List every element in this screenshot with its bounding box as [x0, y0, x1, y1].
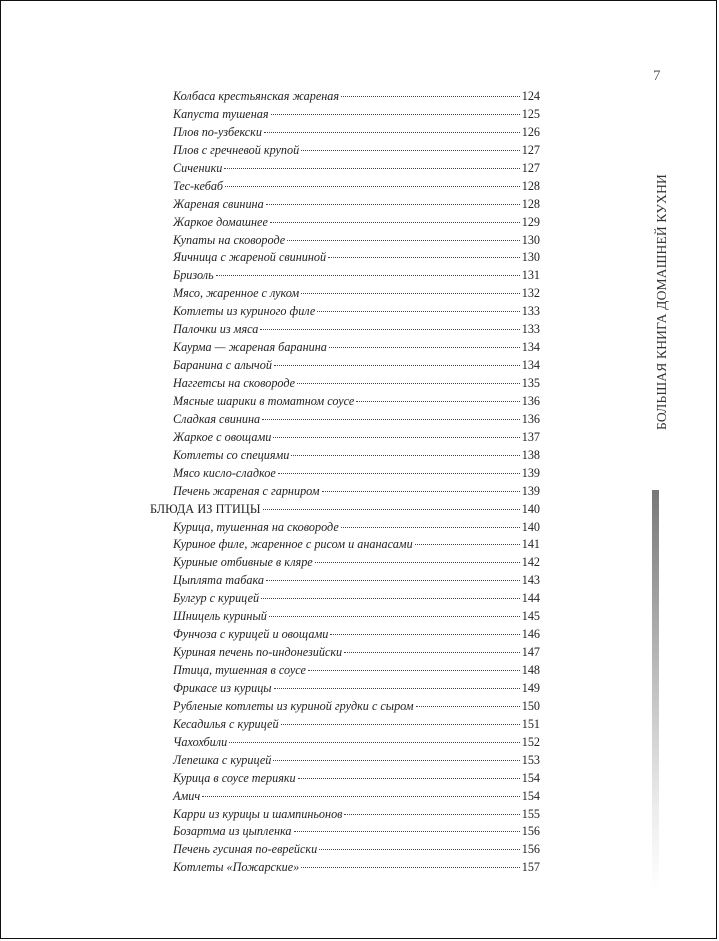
- toc-entry: [150, 680, 540, 698]
- dot-leader: [297, 383, 520, 384]
- toc-entry-page: 128: [521, 196, 540, 211]
- toc-entry: [150, 357, 540, 375]
- toc-entry-page: 139: [521, 465, 540, 480]
- toc-entry-page: 130: [521, 232, 540, 247]
- toc-entry: [150, 142, 540, 160]
- toc-entry-title: Курица в соусе терияки: [173, 770, 296, 785]
- toc-entry-page: 131: [521, 268, 540, 283]
- toc-entry-page: 128: [521, 178, 540, 193]
- dot-leader: [273, 437, 519, 438]
- toc-entry: [150, 572, 540, 590]
- dot-leader: [341, 96, 520, 97]
- toc-entry-page: 143: [521, 573, 540, 588]
- dot-leader: [415, 544, 520, 545]
- dot-leader: [344, 814, 519, 815]
- toc-entry-page: 127: [521, 160, 540, 175]
- toc-entry-page: 134: [521, 340, 540, 355]
- toc-entry-page: 132: [521, 286, 540, 301]
- toc-entry-title: Булгур с курицей: [173, 591, 260, 606]
- toc-entry: [150, 823, 540, 841]
- toc-entry: [150, 447, 540, 465]
- toc-entry-page: 126: [521, 124, 540, 139]
- dot-leader: [269, 616, 520, 617]
- toc-entry-title: Жаркое домашнее: [173, 214, 268, 229]
- toc-entry-title: Котлеты «Пожарские»: [173, 860, 300, 875]
- dot-leader: [264, 132, 520, 133]
- toc-entry-title: Яичница с жареной свининой: [173, 250, 327, 265]
- toc-entry: [150, 160, 540, 178]
- dot-leader: [315, 562, 520, 563]
- toc-entry: [150, 662, 540, 680]
- toc-entry: [150, 303, 540, 321]
- toc-entry-title: Птица, тушенная в соусе: [173, 663, 306, 677]
- toc-entry-title: Мясо, жаренное с луком: [173, 286, 300, 301]
- toc-entry-title: Печень гусиная по-еврейски: [173, 842, 318, 857]
- toc-entry-title: Амич: [173, 788, 201, 803]
- toc-entry: [150, 429, 540, 447]
- dot-leader: [416, 706, 520, 707]
- toc-entry: [150, 232, 540, 250]
- toc-entry: [150, 859, 540, 877]
- toc-entry: [150, 788, 540, 806]
- toc-entry-title: Плов с гречневой крупой: [173, 142, 300, 157]
- table-of-contents: [150, 88, 540, 877]
- dot-leader: [301, 867, 519, 868]
- toc-entry-title: Цыплята табака: [173, 573, 264, 588]
- toc-entry-page: 157: [521, 860, 540, 875]
- toc-entry-page: 145: [521, 609, 540, 624]
- toc-entry-page: 135: [521, 376, 540, 390]
- dot-leader: [225, 186, 520, 187]
- dot-leader: [271, 114, 520, 115]
- dot-leader: [330, 634, 519, 635]
- side-decorative-bar: [652, 490, 659, 890]
- toc-entry-title: Баранина с алычой: [173, 358, 272, 373]
- toc-entry-page: 136: [521, 393, 540, 408]
- toc-entry-page: 138: [521, 447, 540, 462]
- toc-entry: [150, 752, 540, 770]
- toc-entry: [150, 698, 540, 716]
- toc-entry: [150, 806, 540, 824]
- toc-entry-page: 148: [521, 663, 540, 677]
- toc-entry-page: 127: [521, 142, 540, 157]
- toc-entry: [150, 770, 540, 788]
- dot-leader: [266, 580, 520, 581]
- toc-entry-title: Мясо кисло-сладкое: [173, 465, 276, 480]
- toc-entry-page: 155: [521, 806, 540, 821]
- toc-entry-page: 142: [521, 555, 540, 570]
- dot-leader: [270, 222, 520, 223]
- dot-leader: [278, 473, 520, 474]
- dot-leader: [224, 168, 519, 169]
- dot-leader: [229, 742, 520, 743]
- toc-entry-page: 149: [521, 680, 540, 695]
- toc-entry-title: Колбаса крестьянская жареная: [173, 89, 340, 103]
- toc-entry: [150, 841, 540, 859]
- dot-leader: [301, 150, 520, 151]
- toc-entry-page: 136: [521, 411, 540, 426]
- toc-entry: [150, 249, 540, 267]
- toc-entry-title: Бозартма из цыпленка: [173, 824, 292, 839]
- toc-entry-title: Фрикасе из курицы: [173, 680, 272, 695]
- dot-leader: [317, 311, 519, 312]
- dot-leader: [308, 670, 520, 671]
- toc-entry-title: Курица, тушенная на сковороде: [173, 519, 339, 534]
- toc-entry: [150, 716, 540, 734]
- dot-leader: [263, 509, 520, 510]
- dot-leader: [261, 598, 520, 599]
- toc-entry-title: Наггетсы на сковороде: [173, 376, 296, 390]
- dot-leader: [329, 347, 520, 348]
- dot-leader: [301, 293, 520, 294]
- toc-entry: [150, 644, 540, 662]
- toc-entry-page: 156: [521, 842, 540, 857]
- toc-entry: [150, 590, 540, 608]
- toc-entry-page: 134: [521, 358, 540, 373]
- toc-entry-page: 154: [521, 788, 540, 803]
- toc-entry-page: 141: [521, 537, 540, 552]
- toc-entry: [150, 196, 540, 214]
- dot-leader: [341, 527, 520, 528]
- page-number: 7: [653, 68, 661, 84]
- toc-entry-title: Котлеты из куриного филе: [173, 304, 316, 319]
- toc-entry: [150, 734, 540, 752]
- dot-leader: [356, 401, 519, 402]
- toc-entry-title: Палочки из мяса: [173, 322, 259, 337]
- toc-entry-page: 129: [521, 214, 540, 229]
- toc-entry: [150, 339, 540, 357]
- toc-entry-title: Лепешка с курицей: [173, 752, 272, 767]
- toc-entry-title: Карри из курицы и шампиньонов: [173, 806, 343, 821]
- toc-entry: [150, 285, 540, 303]
- toc-entry-title: Рубленые котлеты из куриной грудки с сыром: [173, 698, 414, 713]
- toc-entry: [150, 483, 540, 501]
- dot-leader: [344, 652, 520, 653]
- dot-leader: [319, 849, 520, 850]
- toc-entry-page: 124: [521, 89, 540, 103]
- toc-entry-page: 140: [521, 501, 540, 516]
- toc-entry-title: Плов по-узбекски: [173, 124, 262, 139]
- toc-entry-title: Кесадилья с курицей: [173, 716, 279, 731]
- toc-entry: [150, 267, 540, 285]
- toc-entry: [150, 178, 540, 196]
- toc-entry-page: 153: [521, 752, 540, 767]
- toc-entry: [150, 375, 540, 393]
- dot-leader: [291, 455, 519, 456]
- toc-entry-page: 152: [521, 734, 540, 749]
- toc-entry-title: Тес-кебаб: [173, 178, 224, 193]
- toc-entry: [150, 106, 540, 124]
- toc-entry-page: 133: [521, 304, 540, 319]
- dot-leader: [274, 365, 520, 366]
- toc-entry-title: Капуста тушеная: [173, 106, 269, 121]
- toc-entry-title: Жареная свинина: [173, 196, 264, 211]
- toc-entry-title: Мясные шарики в томатном соусе: [173, 393, 355, 408]
- dot-leader: [322, 491, 520, 492]
- toc-entry: [150, 393, 540, 411]
- dot-leader: [273, 760, 519, 761]
- toc-entry: [150, 411, 540, 429]
- toc-entry-title: Куриная печень по-индонезийски: [173, 645, 343, 660]
- dot-leader: [298, 778, 520, 779]
- toc-entry: [150, 608, 540, 626]
- dot-leader: [281, 724, 520, 725]
- toc-entry-title: Шницель куриный: [173, 609, 267, 624]
- toc-entry-title: Чахохбили: [173, 734, 228, 749]
- toc-entry-title: БЛЮДА ИЗ ПТИЦЫ: [150, 501, 261, 516]
- toc-entry: [150, 554, 540, 572]
- toc-entry-title: Сладкая свинина: [173, 411, 261, 426]
- toc-entry-page: 154: [521, 770, 540, 785]
- toc-entry-title: Бризоль: [173, 268, 214, 283]
- toc-entry-title: Сиченики: [173, 160, 223, 175]
- toc-entry-page: 130: [521, 250, 540, 265]
- toc-entry-page: 150: [521, 698, 540, 713]
- dot-leader: [328, 257, 520, 258]
- dot-leader: [274, 688, 520, 689]
- toc-entry: [150, 88, 540, 106]
- book-title-vertical: БОЛЬШАЯ КНИГА ДОМАШНЕЙ КУХНИ: [654, 174, 669, 430]
- toc-entry-title: Куриное филе, жаренное с рисом и ананасами: [173, 537, 413, 552]
- toc-entry: [150, 626, 540, 644]
- dot-leader: [202, 796, 520, 797]
- dot-leader: [266, 204, 520, 205]
- toc-entry: [150, 536, 540, 554]
- toc-entry-title: Жаркое с овощами: [173, 429, 272, 444]
- toc-entry-page: 144: [521, 591, 540, 606]
- toc-section-heading: [150, 501, 540, 519]
- toc-entry-page: 133: [521, 322, 540, 337]
- dot-leader: [260, 329, 519, 330]
- toc-entry-page: 156: [521, 824, 540, 839]
- toc-entry-page: 146: [521, 627, 540, 642]
- toc-entry: [150, 465, 540, 483]
- dot-leader: [287, 240, 520, 241]
- toc-entry-page: 147: [521, 645, 540, 660]
- toc-entry-title: Купаты на сковороде: [173, 232, 286, 247]
- toc-entry-page: 125: [521, 106, 540, 121]
- toc-entry-title: Куриные отбивные в кляре: [173, 555, 313, 570]
- toc-entry: [150, 321, 540, 339]
- toc-entry-page: 139: [521, 483, 540, 498]
- dot-leader: [216, 275, 520, 276]
- toc-entry-page: 140: [521, 519, 540, 534]
- dot-leader: [262, 419, 520, 420]
- dot-leader: [294, 831, 520, 832]
- toc-entry-title: Котлеты со специями: [173, 447, 290, 462]
- toc-entry: [150, 124, 540, 142]
- toc-entry: [150, 519, 540, 537]
- toc-entry-page: 137: [521, 429, 540, 444]
- toc-entry-title: Каурма — жареная баранина: [173, 340, 327, 355]
- toc-entry-title: Фунчоза с курицей и овощами: [173, 627, 329, 642]
- toc-entry-title: Печень жареная с гарниром: [173, 483, 320, 498]
- toc-entry: [150, 214, 540, 232]
- toc-entry-page: 151: [521, 716, 540, 731]
